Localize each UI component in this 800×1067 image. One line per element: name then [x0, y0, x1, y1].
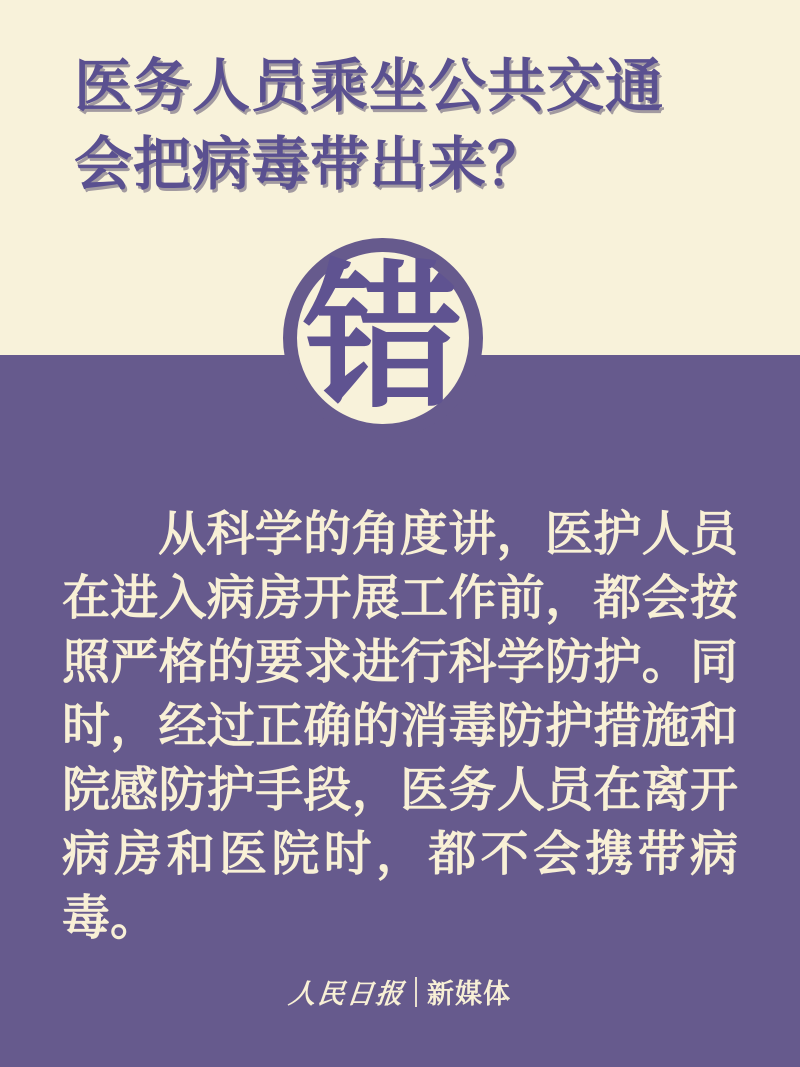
wrong-character: 错	[304, 252, 462, 427]
bottom-purple-section	[0, 355, 800, 1067]
footer-brand	[0, 972, 800, 1011]
poster-title-line1: 医务人员乘坐公共交通	[74, 54, 665, 119]
wrong-verdict-badge	[283, 238, 483, 438]
explanation-paragraph: 从科学的角度讲，医护人员在进入病房开展工作前，都会按照严格的要求进行科学防护。同时，经过正确的消毒防护措施和院感防护手段，医务人员在离开病房和医院时，都不会携带病毒。	[62, 508, 738, 945]
poster-title	[0, 0, 800, 204]
new-media-label: 新媒体	[427, 979, 511, 1009]
people-daily-logo: 人民日报	[287, 979, 407, 1010]
brand-divider	[415, 977, 417, 1007]
poster-title-line2: 会把病毒带出来？	[74, 132, 547, 197]
